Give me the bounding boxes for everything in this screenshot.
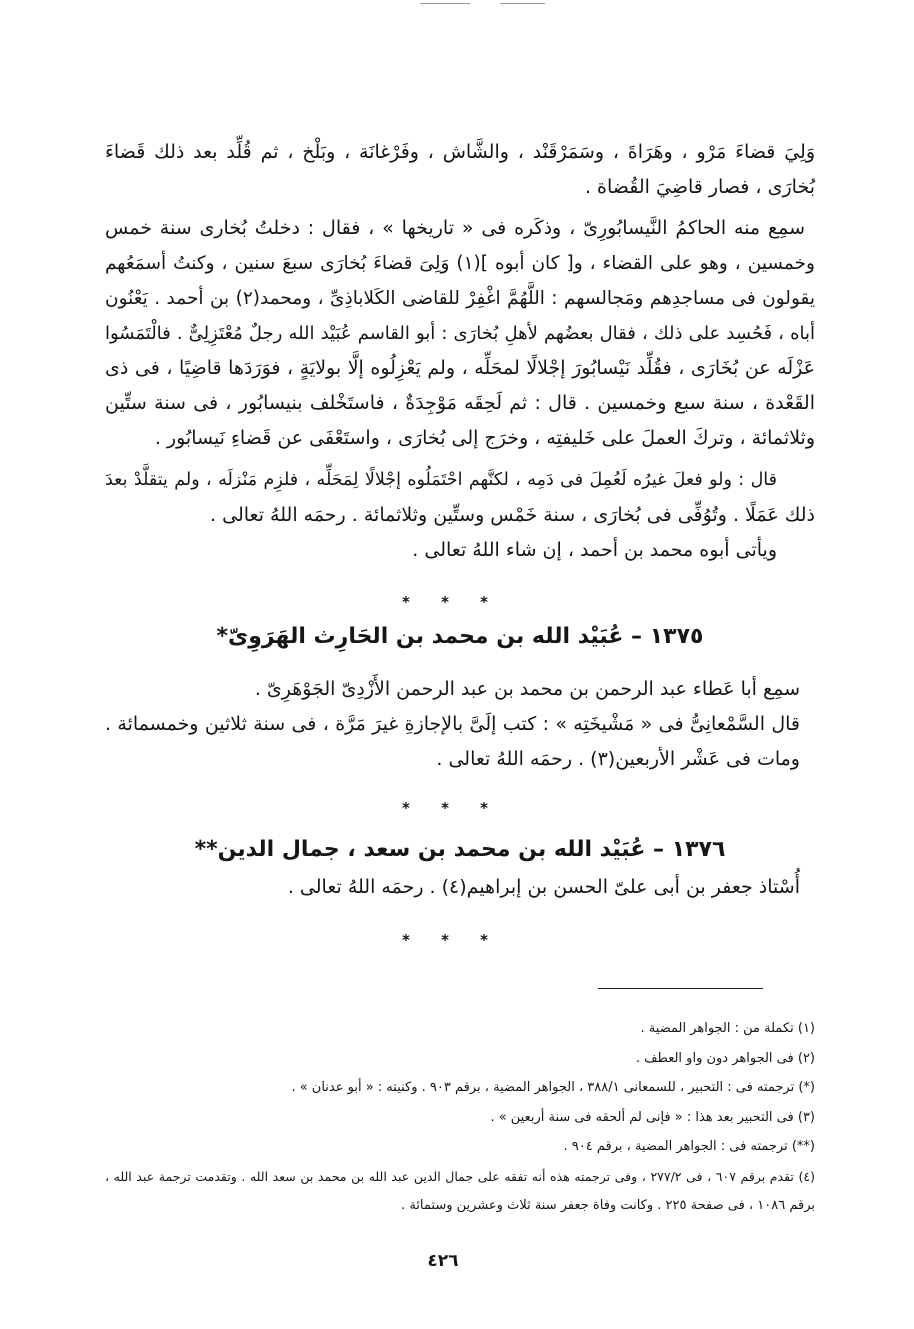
entry-body-1376 (105, 870, 815, 905)
text-line: سمِع أبا عَطاء عبد الرحمن بن محمد بن عبد الرحمن الأَزْدِىّ الجَوْهَرِىّ . (254, 678, 800, 700)
paragraph-death (105, 463, 815, 568)
paragraph-continuation (105, 135, 815, 205)
footnote: (٣) فى التحبير بعد هذا : « فإنى لم ألحقه فى سنة أربعين » . (490, 1109, 815, 1125)
page-number: ٤٢٦ (427, 1251, 459, 1271)
entry-title: ١٣٧٥ – عُبَيْد الله بن محمد بن الحَارِث الهَرَوِىّ* (216, 624, 704, 649)
text-line: يقولون فى مساجدِهم ومَجالسهم : اللَّهُمَّ اغْفِرْ للقاضى الكَلاباذِىِّ ، ومحمد(٢) بن أحمد . يَعْنُون (105, 288, 816, 309)
text-line: القَعْدة ، سنة سبع وخمسين . قال : ثم لَحِقَه مَوْجِدَةٌ ، فاستَخْلف بنيسابُور ، فى سنة ستِّين (105, 392, 815, 414)
footnote: (*) ترجمته فى : التحبير ، للسمعانى ٣٨٨/١ ، الجواهر المضية ، برقم ٩٠٣ . وكنيته : « أبو عدنان » . (291, 1080, 815, 1095)
text-line: ذلك عَمَلًا . وتُوُفِّى فى بُخارَى ، سنة خَمْس وستِّين وثلاثمائة . رحمَه اللهُ تعالى . (210, 504, 815, 526)
entry-heading-1375 (105, 619, 815, 655)
footnote: (١) تكملة من : الجواهر المضية . (640, 1021, 815, 1036)
text-line: ومات فى عَشْر الأربعين(٣) . رحمَه اللهُ تعالى . (436, 748, 800, 770)
paragraph-hakim-report (105, 211, 815, 456)
scan-edge-mark (420, 3, 470, 4)
footnote-rule (598, 988, 763, 989)
section-separator: * * * (402, 593, 488, 611)
footnote: (**) ترجمته فى : الجواهر المضية ، برقم ٩٠٤ . (563, 1139, 815, 1154)
section-separator: * * * (402, 799, 488, 817)
scan-edge-mark (500, 3, 545, 4)
entry-body-1375 (105, 672, 815, 777)
entry-title: ١٣٧٦ – عُبَيْد الله بن محمد بن سعد ، جمال الدين** (194, 837, 726, 862)
text-line: وَلِيَ قضاءَ مَرْو ، وهَرَاةَ ، وسَمَرْقَنْد ، والشَّاش ، وفَرْغانَة ، وبَلْخ ، ثم قُلِّد بعد ذلك قَضاءَ (105, 141, 815, 163)
entry-heading-1376 (105, 832, 815, 868)
text-line: وثلاثمائة ، وتركَ العملَ على خَليفتِه ، وخرَج إلى بُخارَى ، واستَعْفَى عن قَضاءِ نَيسابُور . (154, 427, 815, 449)
text-line: وخمسين ، وهو على القضاء ، و[ كان أبوه ](١) وَلِىَ قضاءَ بُخارَى سبعَ سنين ، وكنتُ أسمَعُهم (105, 253, 815, 274)
text-line: أباه ، فَحُسِد على ذلك ، فقال بعضُهم لأهلِ بُخارَى : أبو القاسم عُبَيْد الله رجلٌ مُعْتَزِلِىٌّ . فالْتَمَسُوا (105, 323, 815, 344)
text-line: قال : ولو فعلَ غيرُه لَعُمِلَ فى دَمِه ، لكنَّهم احْتَمَلُوه إجْلالًا لِمَحَلِّه ، فلزِم مَنْزلَه ، ولم يتقلَّدْ بعدَ (105, 470, 777, 490)
text-line: ويأتى أبوه محمد بن أحمد ، إن شاء اللهُ تعالى . (412, 539, 777, 561)
footnote: (٢) فى الجواهر دون واو العطف . (635, 1050, 815, 1066)
text-line: قال السَّمْعانِىُّ فى « مَشْيخَتِه » : كتب إلَىَّ بالإجازةِ غيرَ مَرَّة ، فى سنة ثلاثين وخمسمائة . (105, 713, 800, 735)
footnotes (105, 1014, 815, 1221)
text-line: بُخارَى ، فصار قاضِيَ القُضاة . (584, 176, 815, 198)
footnote: (٤) تقدم برقم ٦٠٧ ، فى ٢٧٧/٢ ، وفى ترجمته هذه أنه تفقه على جمال الدين عبد الله بن محمد بن سعد الله . وتقدمت ترجمة عبد الله ، (105, 1168, 815, 1184)
section-separator: * * * (402, 931, 488, 949)
text-line: سمِع منه الحاكمُ النَّيسابُورِىّ ، وذكَره فى « تاريخها » ، فقال : دخلتُ بُخارى سنة خمس (105, 217, 805, 239)
text-line: أُسْتاذ جعفر بن أبى علىّ الحسن بن إبراهيم(٤) . رحمَه اللهُ تعالى . (287, 876, 800, 898)
footnote-continuation: برقم ١٠٨٦ ، فى صفحة ٢٢٥ . وكانت وفاة جعفر سنة ثلاث وعشرين وستمائة . (401, 1198, 815, 1213)
text-line: عَزْلَه عن بُخَارَى ، فقُلِّد نَيْسابُورَ إجْلالًا لمحَلِّه ، ولم يَعْزِلُوه إلَّا بولايَةٍ ، فوَرَدَها قاضِيًا ، فى ذى (105, 357, 815, 379)
